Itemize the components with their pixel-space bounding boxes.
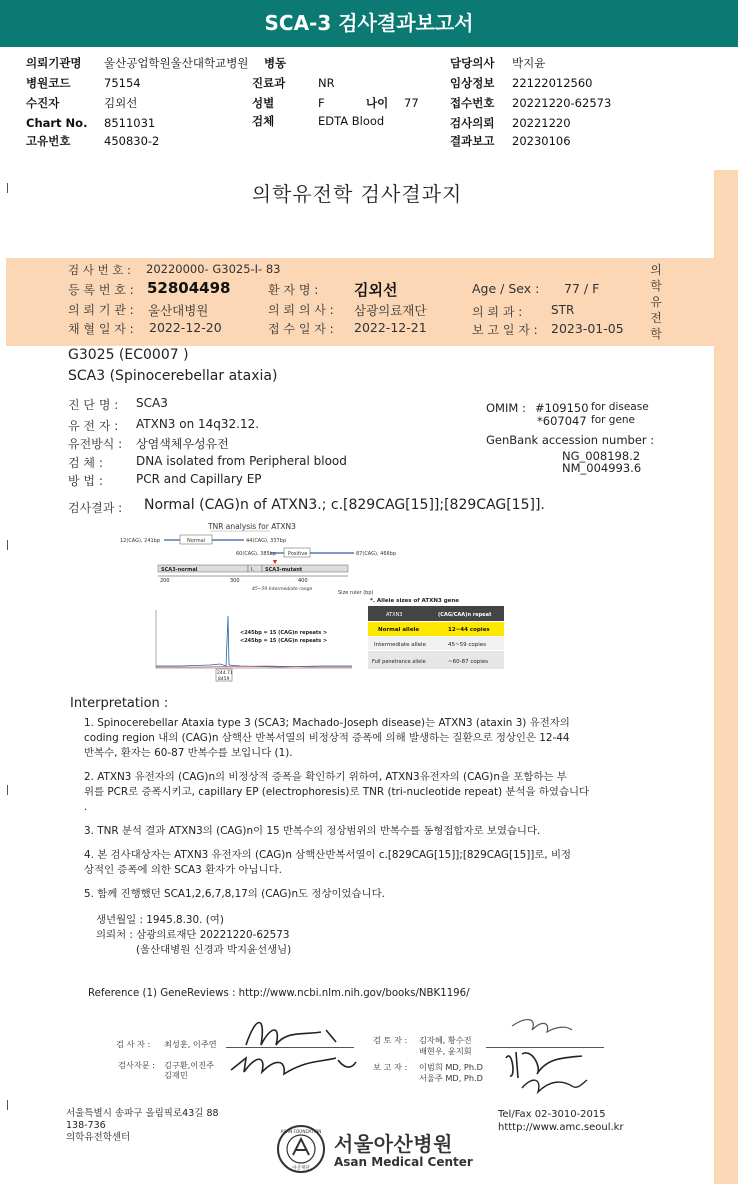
- header-label-institution: 의뢰기관명: [26, 56, 82, 70]
- header-value-doctor: 박지윤: [512, 56, 546, 70]
- logo-korean: 서울아산병원: [334, 1132, 453, 1156]
- margin-mark: [7, 785, 8, 795]
- interpretation-item: 4. 본 검사대상자는 ATXN3 유전자의 (CAG)n 삼핵산반복서열이 c.[829CAG[15]];[829CAG[15]]로, 비정 상적인 증폭에 의한 SCA3 환자가 아닙니다.: [84, 849, 572, 876]
- result-value: Normal (CAG)n of ATXN3.; c.[829CAG[15]];[829CAG[15]].: [144, 497, 545, 513]
- report-date-value: 2023-01-05: [551, 321, 624, 336]
- examiner-label: 검 사 자 :: [116, 1039, 151, 1049]
- size-ruler-label: Size ruler (bp): [338, 590, 374, 596]
- logo-english: Asan Medical Center: [334, 1155, 473, 1169]
- margin-mark: [7, 540, 8, 550]
- normal-right-label: 44(CAG), 337bp: [246, 538, 287, 544]
- inheritance-label: 유전방식 :: [68, 437, 123, 451]
- receive-date-label: 접 수 일 자 :: [268, 322, 334, 336]
- allele-row-name: Full penetrance allele: [372, 659, 426, 665]
- header-label-doctor: 담당의사: [450, 56, 495, 70]
- sample-label: 검 체 :: [68, 456, 103, 470]
- header-label-age: 나이: [366, 96, 389, 110]
- document-title: 의학유전학 검사결과지: [251, 182, 463, 206]
- header-value-patient: 김외선: [104, 96, 138, 110]
- exam-no-label: 검 사 번 호 :: [68, 263, 131, 277]
- institution-value: 울산대병원: [148, 303, 209, 318]
- header-label-report: 결과보고: [450, 134, 495, 148]
- collect-date-value: 2022-12-20: [149, 320, 222, 335]
- reviewer-names-1: 김자혜, 황수진: [419, 1035, 472, 1045]
- dept-value: STR: [551, 303, 575, 317]
- reporter-names-2: 서울주 MD, Ph.D: [419, 1073, 483, 1083]
- banner-title: SCA-3 검사결과보고서: [264, 11, 474, 35]
- header-label-chart: Chart No.: [26, 116, 88, 130]
- reviewer-signatures: [492, 1008, 612, 1103]
- header-label-ward: 병동: [264, 56, 287, 70]
- sample-value: DNA isolated from Peripheral blood: [136, 454, 347, 468]
- interpretation-heading: Interpretation :: [70, 696, 169, 711]
- examiner-signature: [246, 1023, 336, 1046]
- seal-bottom-text: 아산재단: [292, 1166, 310, 1171]
- figure-title: TNR analysis for ATXN3: [208, 522, 296, 531]
- header-value-receipt: 20221220-62573: [512, 96, 612, 110]
- header-value-request: 20221220: [512, 116, 571, 130]
- bar-mid-label: I.: [251, 567, 255, 573]
- header-value-dept: NR: [318, 76, 335, 90]
- allele-row-copies: 45~59 copies: [448, 642, 487, 648]
- method-value: PCR and Capillary EP: [136, 472, 262, 486]
- reporter-signature: [506, 1052, 582, 1078]
- allele-row-copies: 12~44 copies: [448, 627, 490, 633]
- examiner-names: 최성훈, 이주연: [164, 1039, 217, 1049]
- footer-tel: Tel/Fax 02-3010-2015: [498, 1109, 606, 1120]
- header-value-clinical: 22122012560: [512, 76, 593, 90]
- receive-date-value: 2022-12-21: [354, 320, 427, 335]
- reporter-names-1: 이범희 MD, Ph.D: [419, 1062, 483, 1072]
- reporter-label: 보 고 자 :: [373, 1062, 408, 1072]
- header-info: [0, 0, 738, 160]
- signature-marks: [226, 1010, 366, 1090]
- patient-notes: 생년월일 : 1945.8.30. (여) 의뢰처 : 삼광의료재단 20221220-62573 (울산대병원 신경과 박지윤선생님): [96, 914, 292, 956]
- header-label-receipt: 접수번호: [450, 96, 495, 110]
- side-label: 의 학 유 전 학: [650, 263, 662, 341]
- peak-size: 244.71: [217, 671, 233, 676]
- tick-label: 400: [298, 578, 308, 584]
- header-value-unique-no: 450830-2: [104, 134, 160, 148]
- interpretation-item: 1. Spinocerebellar Ataxia type 3 (SCA3; Machado-Joseph disease)는 ATXN3 (ataxin 3) 유전자의 coding region 내의 (CAG)n 삼핵산 반복서열의 비정상적 증폭에 의해 발생하는 질환으로 정상인은 12-44 반복수, 환자는 60-87 반복수를 보입니다 (1).: [84, 717, 570, 759]
- doctor-label: 의 뢰 의 사 :: [268, 303, 334, 317]
- positive-left-label: 60(CAG), 385bp: [236, 551, 277, 557]
- bar-normal-label: SCA3-normal: [161, 567, 198, 573]
- footer-url: htttp://www.amc.seoul.kr: [498, 1122, 624, 1133]
- tick-label: 200: [160, 578, 170, 584]
- result-label: 검사결과 :: [68, 501, 123, 515]
- margin-mark: [7, 1100, 8, 1110]
- reporter-signature: [522, 1080, 587, 1092]
- header-value-hospital-code: 75154: [104, 76, 141, 90]
- reg-no-value: 52804498: [147, 279, 231, 297]
- patient-label: 환 자 명 :: [268, 283, 319, 297]
- genbank-acc-1: NG_008198.2: [562, 449, 641, 463]
- collect-date-label: 채 혈 일 자 :: [68, 322, 134, 336]
- header-label-dept: 진료과: [252, 76, 286, 90]
- interpretation-item: 2. ATXN3 유전자의 (CAG)n의 비정상적 증폭을 확인하기 위하여, ATXN3유전자의 (CAG)n을 포함하는 부 위를 PCR로 증폭시키고, capillary EP (electrophoresis)로 TNR (tri-nucleotide repeat) 분석을 하였습니다 .: [84, 771, 590, 813]
- genbank-acc-2: NM_004993.6: [562, 461, 642, 475]
- header-label-clinical: 임상정보: [450, 76, 495, 90]
- diagnosis-value: SCA3: [136, 396, 168, 410]
- header-label-specimen: 검체: [252, 114, 275, 128]
- marker-icon: [273, 560, 277, 564]
- normal-left-label: 12(CAG), 241bp: [120, 538, 161, 544]
- omim-disease-no: #109150: [535, 401, 589, 415]
- header-value-sex: F: [318, 96, 325, 110]
- header-label-unique-no: 고유번호: [26, 134, 71, 148]
- asan-seal: [276, 1124, 326, 1174]
- peak-note: <245bp = 15 (CAG)n repeats >: [240, 630, 328, 636]
- header-value-age: 77: [404, 96, 419, 110]
- age-sex-label: Age / Sex :: [472, 281, 540, 296]
- report-date-label: 보 고 일 자 :: [472, 323, 538, 337]
- advisor-label: 검사자문 :: [118, 1060, 155, 1070]
- allele-row-copies: ~60-87 copies: [448, 659, 488, 665]
- header-label-hospital-code: 병원코드: [26, 76, 71, 90]
- omim-disease-text: for disease: [591, 401, 649, 413]
- peak-note: <245bp = 15 (CAG)n repeats >: [240, 638, 328, 644]
- bar-mutant-label: SCA3-mutant: [265, 567, 303, 573]
- method-label: 방 법 :: [68, 474, 103, 488]
- header-value-chart: 8511031: [104, 116, 156, 130]
- allele-header-gene: ATXN3: [386, 612, 403, 618]
- peak-height: 8459: [218, 677, 230, 682]
- patient-value: 김외선: [354, 281, 398, 299]
- reference-line: Reference (1) GeneReviews : http://www.ncbi.nlm.nih.gov/books/NBK1196/: [88, 988, 470, 999]
- exam-no-value: 20220000- G3025-I- 83: [146, 262, 281, 276]
- tnr-figure: [120, 518, 640, 686]
- age-sex-value: 77 / F: [564, 281, 600, 296]
- header-label-sex: 성별: [252, 96, 275, 110]
- advisor-names-1: 김구환,이진주: [164, 1060, 215, 1070]
- reviewer-label: 검 토 자 :: [373, 1035, 408, 1045]
- interpretation-list: [84, 716, 644, 902]
- diagnosis-label: 진 단 명 :: [68, 398, 119, 412]
- footer-contact: [498, 1108, 624, 1134]
- test-code: G3025 (EC0007 ): [68, 347, 189, 363]
- advisor-names-2: 김재민: [164, 1070, 188, 1080]
- reviewer-names-2: 배현우, 윤지회: [419, 1046, 472, 1056]
- omim-gene-no: *607047: [537, 414, 587, 428]
- tick-label: 300: [230, 578, 240, 584]
- allele-row-name: Intermediate allele: [374, 642, 426, 648]
- header-value-specimen: EDTA Blood: [318, 114, 385, 128]
- reg-no-label: 등 록 번 호 :: [68, 283, 134, 297]
- dept-label: 의 뢰 과 :: [472, 305, 523, 319]
- footer-address: 서울특별시 송파구 올림픽로43길 88 138-736 의학유전학센터: [66, 1108, 219, 1143]
- intermediate-range-label: 45~59 Intermediate range: [252, 587, 313, 592]
- seal-top-text: ASAN FOUNDATION: [280, 1129, 322, 1134]
- test-name: SCA3 (Spinocerebellar ataxia): [68, 368, 278, 384]
- header-label-request: 검사의뢰: [450, 116, 495, 130]
- gene-value: ATXN3 on 14q32.12.: [136, 417, 260, 431]
- reviewer-signature: [512, 1020, 572, 1032]
- inheritance-value: 상염색체우성유전: [136, 437, 229, 451]
- omim-label: OMIM :: [486, 401, 526, 415]
- omim-gene-text: for gene: [591, 414, 636, 426]
- genbank-label: GenBank accession number :: [486, 433, 655, 447]
- interpretation-item: 3. TNR 분석 결과 ATXN3의 (CAG)n이 15 반복수의 정상범위의 반복수를 동형접합자로 보였습니다.: [84, 825, 541, 837]
- advisor-signature: [231, 1058, 356, 1074]
- gene-label: 유 전 자 :: [68, 419, 119, 433]
- header-value-institution: 울산공업학원울산대학교병원: [104, 56, 249, 70]
- normal-box-label: Normal: [187, 538, 206, 544]
- header-value-report: 20230106: [512, 134, 571, 148]
- doctor-value: 삼광의료재단: [354, 303, 427, 318]
- allele-header-repeat: (CAG/CAA)n repeat: [438, 612, 492, 618]
- allele-row-name: Normal allele: [378, 627, 420, 633]
- header-label-patient: 수진자: [26, 96, 60, 110]
- allele-table-title: *. Allele sizes of ATXN3 gene: [370, 598, 460, 604]
- positive-box-label: Positive: [288, 551, 308, 557]
- positive-right-label: 87(CAG), 466bp: [356, 551, 397, 557]
- interpretation-item: 5. 함께 진행했던 SCA1,2,6,7,8,17의 (CAG)n도 정상이었습니다.: [84, 888, 385, 900]
- institution-label: 의 뢰 기 관 :: [68, 303, 134, 317]
